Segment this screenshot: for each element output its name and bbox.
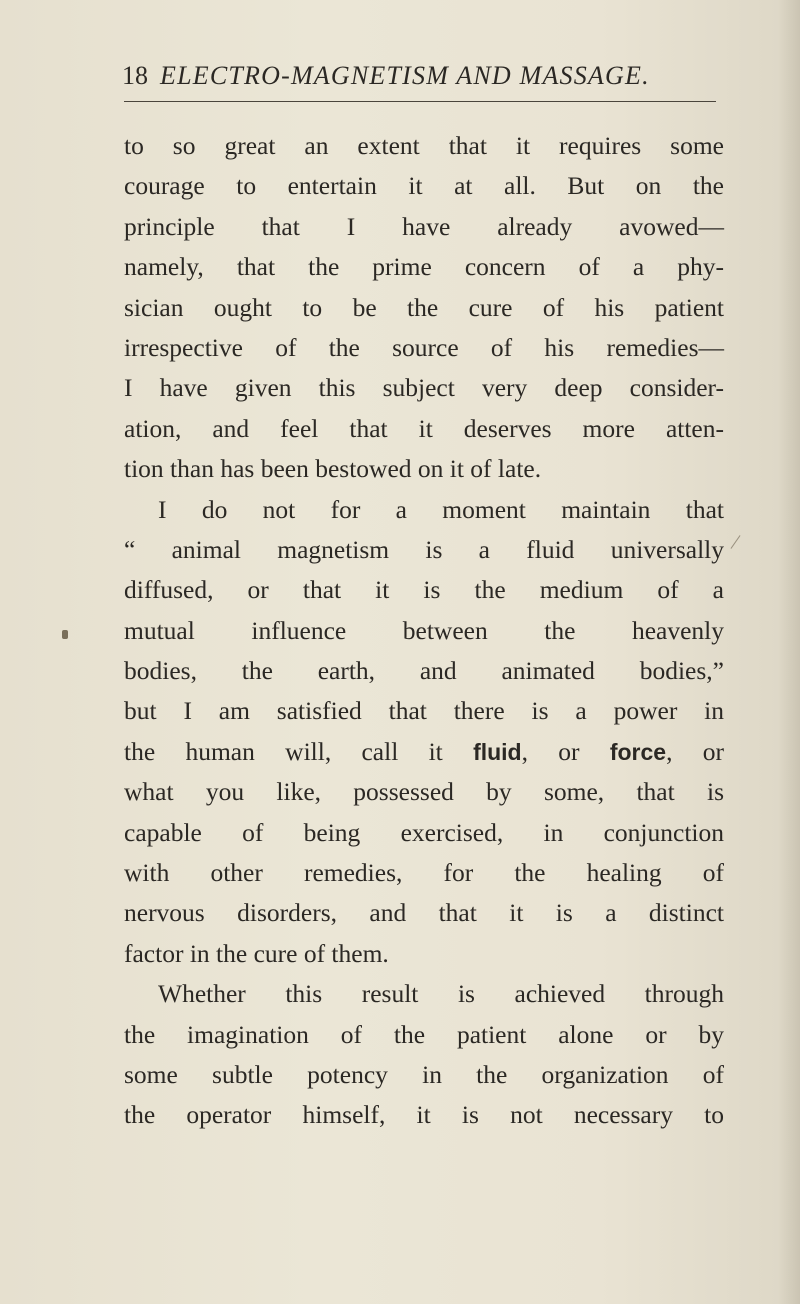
text-line: but I am satisfied that there is a power in (124, 696, 724, 726)
text-line: “ animal magnetism is a fluid universally (124, 534, 724, 564)
running-header (122, 56, 722, 96)
text-line: capable of being exercised, in conjunction (124, 817, 724, 847)
bold-term: fluid (473, 738, 522, 765)
text-line: bodies, the earth, and animated bodies,” (124, 656, 724, 686)
text-line: diffused, or that it is the medium of a (124, 575, 724, 605)
page-edge-shadow (778, 0, 800, 1304)
text-line: I do not for a moment maintain that (158, 494, 724, 524)
bold-term: force (609, 738, 667, 765)
text-line: to so great an extent that it requires some (124, 131, 724, 160)
text-line: tion than has been bestowed on it of late. (124, 454, 542, 484)
text-line: I have given this subject very deep consider- (124, 373, 724, 403)
text-line: factor in the cure of them. (124, 938, 389, 968)
text-line: Whether this result is achieved through (158, 979, 724, 1009)
running-title: ELECTRO-MAGNETISM AND MASSAGE. (160, 61, 650, 90)
body-text (124, 126, 724, 1136)
text-line: principle that I have already avowed— (124, 211, 724, 241)
text-line: some subtle potency in the organization of (124, 1059, 724, 1089)
text-line: the operator himself, it is not necessary to (124, 1100, 724, 1130)
header-rule (124, 101, 716, 102)
text-line: namely, that the prime concern of a phy- (124, 252, 724, 282)
margin-mark (62, 630, 68, 639)
text-line: courage to entertain it at all. But on the (124, 171, 724, 201)
text-line: what you like, possessed by some, that is (124, 777, 724, 807)
page-number: 18 (122, 61, 148, 90)
text-line: nervous disorders, and that it is a distinct (124, 898, 724, 928)
text-line: mutual influence between the heavenly (124, 615, 724, 645)
text-line: with other remedies, for the healing of (124, 858, 724, 888)
text-line: ation, and feel that it deserves more atten- (124, 413, 724, 443)
margin-stroke (731, 535, 741, 549)
text-line: the imagination of the patient alone or by (124, 1019, 724, 1049)
text-line: sician ought to be the cure of his patient (124, 292, 724, 322)
text-line: irrespective of the source of his remedies— (124, 332, 724, 362)
text-line-emphasis: the human will, call it fluid, or force, or (124, 736, 724, 766)
